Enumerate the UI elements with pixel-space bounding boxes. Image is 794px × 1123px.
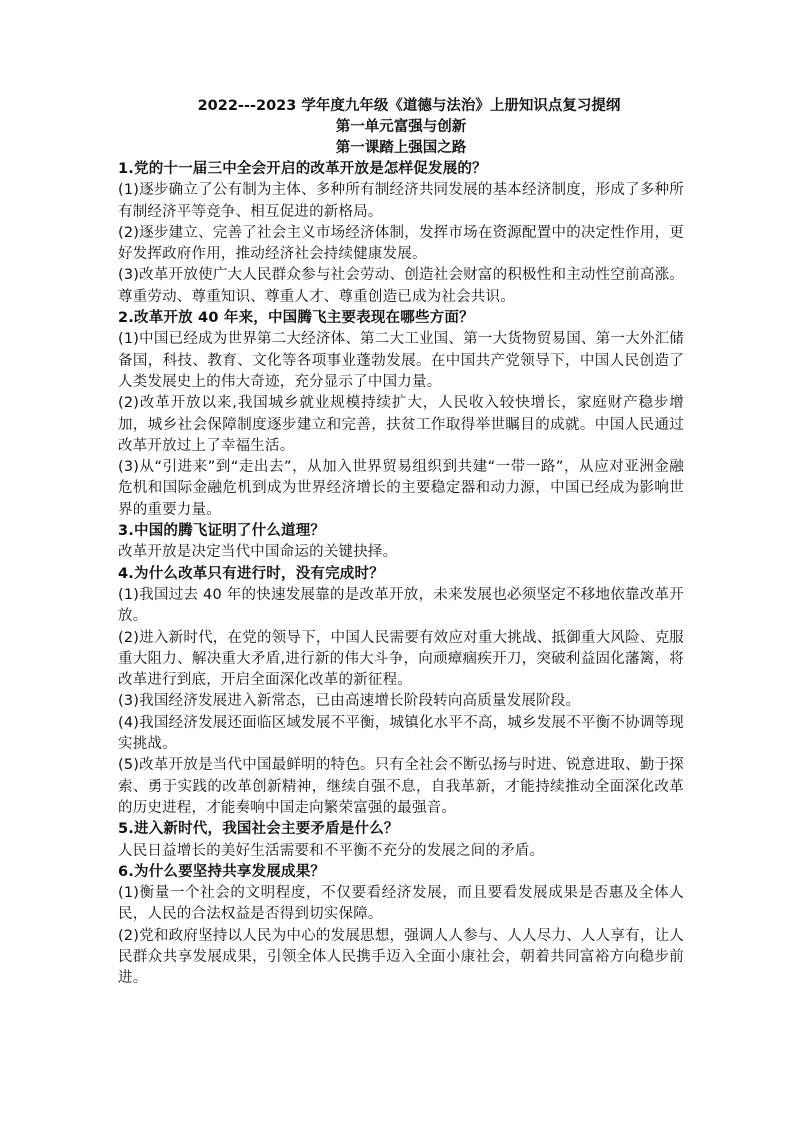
answer-paragraph: 改革开放是决定当代中国命运的关键抉择。 (118, 544, 398, 561)
answer-paragraph: 人民日益增长的美好生活需要和不平衡不充分的发展之间的矛盾。 (118, 842, 545, 859)
question-heading: 2.改革开放 40 年来，中国腾飞主要表现在哪些方面？ (118, 310, 474, 327)
lesson-title: 第一课踏上强国之路 (335, 140, 467, 156)
answer-paragraph: (1)我国过去 40 年的快速发展靠的是改革开放，未来发展也必须坚定不移地依靠改革开放。 (118, 586, 684, 625)
question-heading: 1.党的十一届三中全会开启的改革开放是怎样促发展的？ (118, 161, 487, 177)
document-page (118, 96, 684, 990)
unit-title: 第一单元富强与创新 (335, 119, 467, 135)
answer-paragraph: (4)我国经济发展还面临区域发展不平衡，城镇化水平不高，城乡发展不平衡不协调等现实挑战。 (118, 714, 684, 753)
header-block (118, 96, 684, 159)
question-heading: 6.为什么要坚持共享发展成果？ (118, 863, 326, 880)
document-title: 2022---2023 学年度九年级《道德与法治》上册知识点复习提纲 (197, 98, 621, 114)
document-body (118, 159, 684, 990)
answer-paragraph: (5)改革开放是当代中国最鲜明的特色。只有全社会不断弘扬与时进、锐意进取、勤于探索、勇于实践的改革创新精神，继续自强不息，自我革新，才能持续推动全面深化改革的历史进程，才能奏响中国走向繁荣富强的最强音。 (118, 757, 684, 816)
answer-paragraph: (1)衡量一个社会的文明程度，不仅要看经济发展，而且要看发展成果是否惠及全体人民，人民的合法权益是否得到切实保障。 (118, 885, 684, 923)
answer-paragraph: (3)我国经济发展进入新常态，已由高速增长阶段转向高质量发展阶段。 (118, 693, 581, 710)
answer-paragraph: (3)从“引进来”到“走出去”，从加入世界贸易组织到共建“一带一路”，从应对亚洲金融危机和国际金融危机到成为世界经济增长的主要稳定器和动力源，中国已经成为影响世界的重要力量。 (118, 459, 684, 518)
answer-paragraph: (2)逐步建立、完善了社会主义市场经济体制，发挥市场在资源配置中的决定性作用，更好发挥政府作用，推动经济社会持续健康发展。 (118, 224, 684, 263)
answer-paragraph: (2)改革开放以来,我国城乡就业规模持续扩大，人民收入较快增长，家庭财产稳步增加，城乡社会保障制度逐步建立和完善，扶贫工作取得举世瞩目的成就。中国人民通过改革开放过上了幸福生活。 (118, 395, 684, 454)
answer-paragraph: (2)进入新时代，在党的领导下，中国人民需要有效应对重大挑战、抵御重大风险、克服重大阻力、解决重大矛盾,进行新的伟大斗争，向顽瘴痼疾开刀，突破利益固化藩篱，将改革进行到底，开启全面深化改革的新征程。 (118, 629, 684, 689)
answer-paragraph: (1)逐步确立了公有制为主体、多种所有制经济共同发展的基本经济制度，形成了多种所有制经济平等竞争、相互促进的新格局。 (118, 182, 684, 220)
answer-paragraph: (2)党和政府坚持以人民为中心的发展思想，强调人人参与、人人尽力、人人享有，让人民群众共享发展成果，引领全体人民携手迈入全面小康社会，朝着共同富裕方向稳步前进。 (118, 927, 684, 987)
answer-paragraph: (1)中国已经成为世界第二大经济体、第二大工业国、第一大货物贸易国、第一大外汇储备国，科技、教育、文化等各项事业蓬勃发展。在中国共产党领导下，中国人民创造了人类发展史上的伟大奇迹，充分显示了中国力量。 (118, 331, 684, 390)
answer-paragraph: (3)改革开放使广大人民群众参与社会劳动、创造社会财富的积极性和主动性空前高涨。尊重劳动、尊重知识、尊重人才、尊重创造已成为社会共识。 (118, 267, 684, 305)
question-heading: 3.中国的腾飞证明了什么道理？ (118, 523, 326, 540)
question-heading: 4.为什么改革只有进行时，没有完成时？ (118, 565, 384, 582)
question-heading: 5.进入新时代，我国社会主要矛盾是什么？ (118, 821, 399, 838)
